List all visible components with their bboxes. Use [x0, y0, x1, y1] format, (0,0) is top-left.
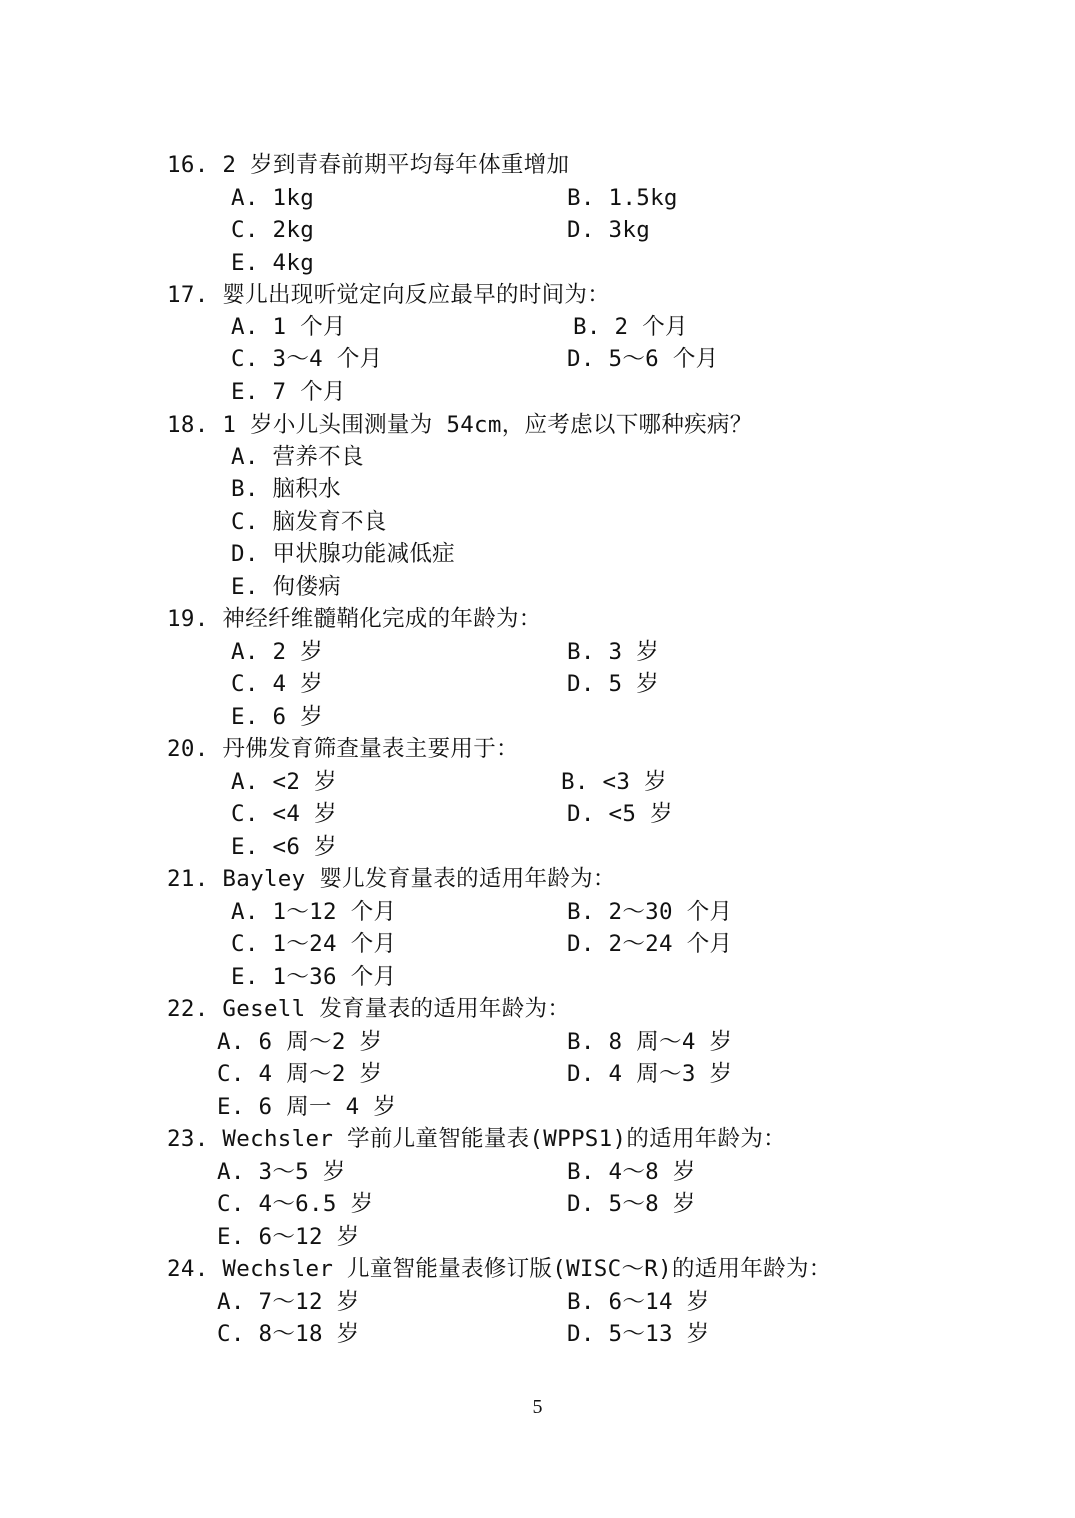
- question-text: 丹佛发育筛查量表主要用于：: [222, 736, 519, 762]
- question-text: Gesell 发育量表的适用年龄为：: [222, 996, 571, 1022]
- question-19-option-d: D. 5 岁: [567, 671, 660, 697]
- question-number: 17.: [167, 282, 209, 308]
- question-23-option-a: A. 3～5 岁: [217, 1159, 346, 1185]
- question-19-option-b: B. 3 岁: [567, 639, 660, 665]
- question-16-stem: [167, 149, 569, 181]
- question-21-option-e: E. 1～36 个月: [231, 964, 397, 990]
- question-20-option-a: A. <2 岁: [231, 769, 337, 795]
- question-23-option-b: B. 4～8 岁: [567, 1159, 696, 1185]
- question-20-option-d: D. <5 岁: [567, 801, 673, 827]
- question-16-option-c: C. 2kg: [231, 217, 315, 243]
- question-23-option-e: E. 6～12 岁: [217, 1224, 360, 1250]
- question-number: 18.: [167, 412, 209, 438]
- question-18-option-a: A. 营养不良: [231, 444, 364, 470]
- question-24-option-d: D. 5～13 岁: [567, 1321, 710, 1347]
- question-16-option-a: A. 1kg: [231, 185, 315, 211]
- question-23-stem: [167, 1123, 786, 1155]
- page-number: 5: [532, 1396, 543, 1418]
- question-16-option-d: D. 3kg: [567, 217, 651, 243]
- question-17-option-a: A. 1 个月: [231, 314, 346, 340]
- question-24-option-b: B. 6～14 岁: [567, 1289, 710, 1315]
- question-text: Wechsler 儿童智能量表修订版(WISC～R)的适用年龄为：: [222, 1256, 832, 1282]
- question-number: 21.: [167, 866, 209, 892]
- question-21-stem: [167, 863, 616, 895]
- question-17-stem: [167, 279, 610, 311]
- question-17-option-e: E. 7 个月: [231, 379, 346, 405]
- question-20-stem: [167, 733, 519, 765]
- question-23-option-c: C. 4～6.5 岁: [217, 1191, 374, 1217]
- question-21-option-a: A. 1～12 个月: [231, 899, 397, 925]
- question-number: 20.: [167, 736, 209, 762]
- question-19-stem: [167, 603, 542, 635]
- question-text: 婴儿出现听觉定向反应最早的时间为：: [222, 282, 611, 308]
- question-23-option-d: D. 5～8 岁: [567, 1191, 696, 1217]
- question-text: 1 岁小儿头围测量为 54cm，应考虑以下哪种疾病？: [222, 412, 753, 438]
- question-number: 16.: [167, 152, 209, 178]
- question-20-option-e: E. <6 岁: [231, 834, 337, 860]
- question-22-stem: [167, 993, 570, 1025]
- question-24-option-a: A. 7～12 岁: [217, 1289, 360, 1315]
- question-22-option-e: E. 6 周一 4 岁: [217, 1094, 397, 1120]
- question-21-option-b: B. 2～30 个月: [567, 899, 733, 925]
- question-number: 24.: [167, 1256, 209, 1282]
- question-17-option-c: C. 3～4 个月: [231, 346, 383, 372]
- question-text: 2 岁到青春前期平均每年体重增加: [222, 152, 570, 178]
- question-18-option-b: B. 脑积水: [231, 476, 341, 502]
- question-text: Wechsler 学前儿童智能量表(WPPS1)的适用年龄为：: [222, 1126, 786, 1152]
- question-21-option-c: C. 1～24 个月: [231, 931, 397, 957]
- question-22-option-d: D. 4 周～3 岁: [567, 1061, 733, 1087]
- question-24-option-c: C. 8～18 岁: [217, 1321, 360, 1347]
- question-19-option-c: C. 4 岁: [231, 671, 324, 697]
- question-16-option-b: B. 1.5kg: [567, 185, 678, 211]
- question-18-option-c: C. 脑发育不良: [231, 509, 387, 535]
- question-18-option-d: D. 甲状腺功能减低症: [231, 541, 455, 567]
- question-number: 23.: [167, 1126, 209, 1152]
- question-22-option-b: B. 8 周～4 岁: [567, 1029, 733, 1055]
- question-number: 22.: [167, 996, 209, 1022]
- question-20-option-b: B. <3 岁: [561, 769, 667, 795]
- question-text: Bayley 婴儿发育量表的适用年龄为：: [222, 866, 616, 892]
- question-17-option-b: B. 2 个月: [573, 314, 688, 340]
- question-17-option-d: D. 5～6 个月: [567, 346, 719, 372]
- question-22-option-c: C. 4 周～2 岁: [217, 1061, 383, 1087]
- question-22-option-a: A. 6 周～2 岁: [217, 1029, 383, 1055]
- question-24-stem: [167, 1253, 832, 1285]
- question-21-option-d: D. 2～24 个月: [567, 931, 733, 957]
- question-20-option-c: C. <4 岁: [231, 801, 337, 827]
- question-16-option-e: E. 4kg: [231, 250, 315, 276]
- question-19-option-e: E. 6 岁: [231, 704, 324, 730]
- question-18-stem: [167, 409, 753, 441]
- question-text: 神经纤维髓鞘化完成的年龄为：: [222, 606, 542, 632]
- question-18-option-e: E. 佝偻病: [231, 574, 341, 600]
- question-number: 19.: [167, 606, 209, 632]
- question-19-option-a: A. 2 岁: [231, 639, 324, 665]
